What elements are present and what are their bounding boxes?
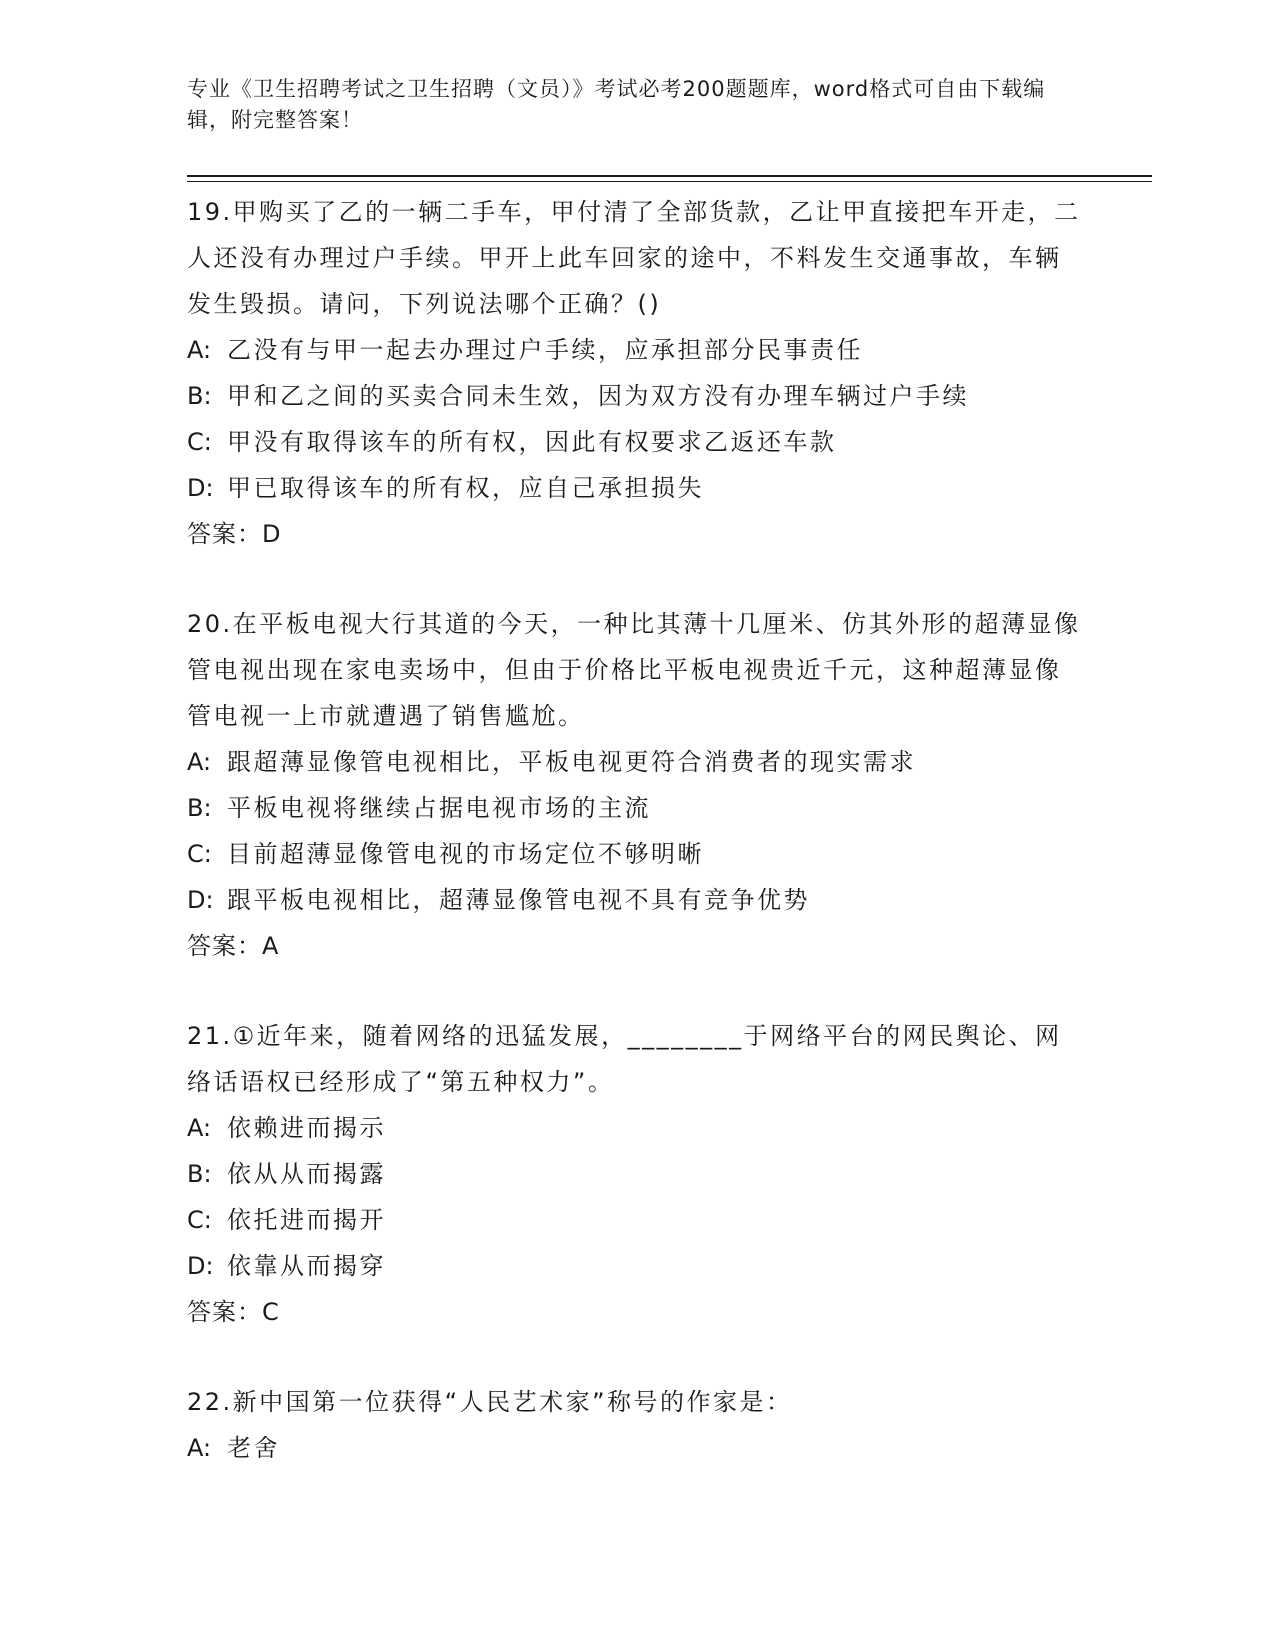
option-key: C: [187, 428, 212, 456]
question-stem: 22.新中国第一位获得“人民艺术家”称号的作家是： [187, 1388, 793, 1416]
question-20 [187, 601, 1087, 969]
option-a [187, 1425, 1087, 1471]
option-d [187, 877, 1087, 923]
option-key: B: [187, 1160, 212, 1188]
option-text: 跟平板电视相比，超薄显像管电视不具有竞争优势 [227, 886, 810, 914]
question-stem: 19.甲购买了乙的一辆二手车，甲付清了全部货款，乙让甲直接把车开走，二人还没有办理过户手续。甲开上此车回家的途中，不料发生交通事故，车辆发生毁损。请问，下列说法哪个正确？() [187, 198, 1081, 318]
option-key: B: [187, 382, 212, 410]
option-text: 甲没有取得该车的所有权，因此有权要求乙返还车款 [227, 428, 837, 456]
answer-line: 答案：D [187, 520, 282, 548]
option-a [187, 327, 1087, 373]
question-list [187, 189, 1087, 1515]
option-key: C: [187, 1206, 212, 1234]
question-19 [187, 189, 1087, 557]
option-key: A: [187, 336, 212, 364]
option-b [187, 373, 1087, 419]
answer-line: 答案：C [187, 1298, 280, 1326]
option-key: D: [187, 886, 214, 914]
option-d [187, 1243, 1087, 1289]
question-21 [187, 1013, 1087, 1335]
question-stem: 21.①近年来，随着网络的迅猛发展，________于网络平台的网民舆论、网络话语权已经形成了“第五种权力”。 [187, 1022, 1062, 1096]
header-divider-top [187, 175, 1152, 177]
option-key: D: [187, 474, 214, 502]
option-text: 乙没有与甲一起去办理过户手续，应承担部分民事责任 [227, 336, 863, 364]
option-key: A: [187, 748, 212, 776]
option-c [187, 419, 1087, 465]
option-a [187, 739, 1087, 785]
option-d [187, 465, 1087, 511]
option-key: A: [187, 1434, 212, 1462]
option-c [187, 831, 1087, 877]
answer-line: 答案：A [187, 932, 280, 960]
document-header: 专业《卫生招聘考试之卫生招聘（文员）》考试必考200题题库，word格式可自由下载编辑，附完整答案！ [187, 77, 1046, 132]
option-key: B: [187, 794, 212, 822]
option-text: 目前超薄显像管电视的市场定位不够明晰 [227, 840, 704, 868]
option-b [187, 1151, 1087, 1197]
option-text: 依靠从而揭穿 [227, 1252, 386, 1280]
option-b [187, 785, 1087, 831]
option-text: 甲已取得该车的所有权，应自己承担损失 [227, 474, 704, 502]
option-text: 依赖进而揭示 [227, 1114, 386, 1142]
option-c [187, 1197, 1087, 1243]
header-divider-bottom [187, 181, 1152, 182]
option-text: 依从从而揭露 [227, 1160, 386, 1188]
question-stem: 20.在平板电视大行其道的今天，一种比其薄十几厘米、仿其外形的超薄显像管电视出现在家电卖场中，但由于价格比平板电视贵近千元，这种超薄显像管电视一上市就遭遇了销售尴尬。 [187, 610, 1081, 730]
option-text: 甲和乙之间的买卖合同未生效，因为双方没有办理车辆过户手续 [227, 382, 969, 410]
option-key: C: [187, 840, 212, 868]
option-a [187, 1105, 1087, 1151]
question-22 [187, 1379, 1087, 1471]
option-text: 依托进而揭开 [227, 1206, 386, 1234]
option-text: 老舍 [227, 1434, 280, 1462]
option-text: 平板电视将继续占据电视市场的主流 [227, 794, 651, 822]
option-key: A: [187, 1114, 212, 1142]
option-text: 跟超薄显像管电视相比，平板电视更符合消费者的现实需求 [227, 748, 916, 776]
option-key: D: [187, 1252, 214, 1280]
